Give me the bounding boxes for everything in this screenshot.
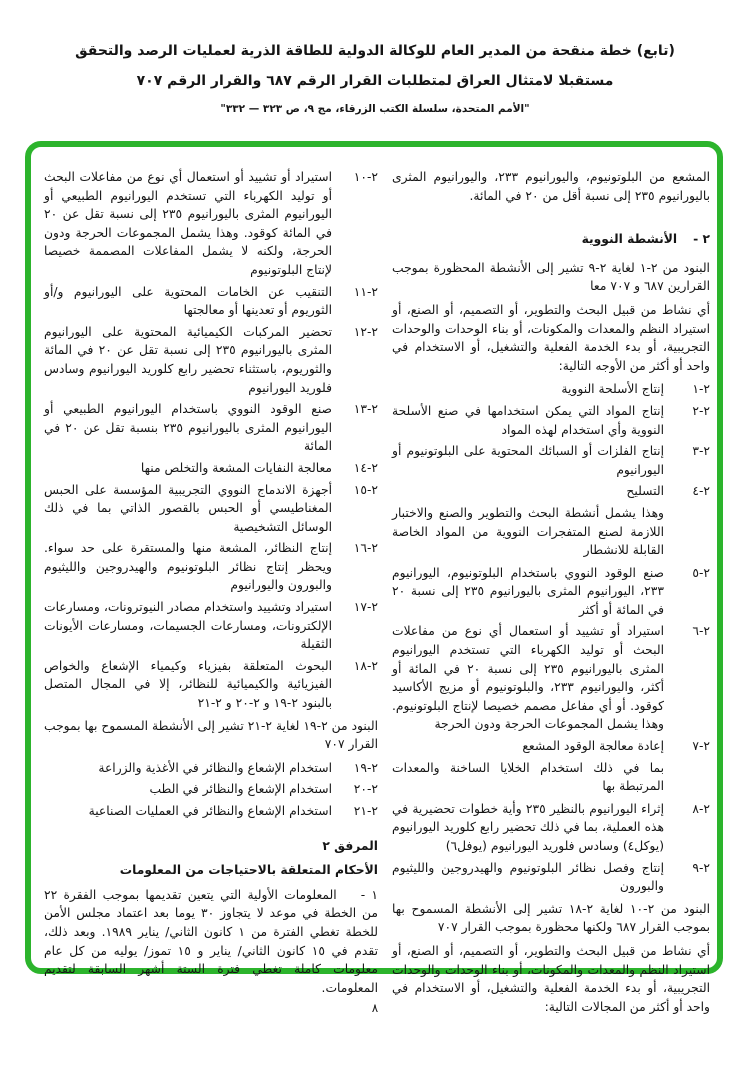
item-text: التسليح (626, 484, 664, 499)
item-text: تحضير المركبات الكيميائية المحتوية على اليورانيوم المثرى باليورانيوم ٢٣٥ إلى نسبة تقل عن ٢٠ في المائة والثوريوم، باستثناء تحضير رابع كلوريد اليورانيوم وسادس فلوريد اليورانيوم (44, 324, 332, 395)
item-number: ٢-١٢ (353, 324, 378, 339)
section-title: الأنشطة النووية (581, 232, 678, 247)
item-number: ٢-٣ (692, 444, 710, 459)
list-item (44, 283, 378, 320)
item-text: إنتاج المواد التي يمكن استخدامها في صنع الأسلحة النووية وأي استخدام لهذه المواد (392, 403, 664, 437)
item-text: استيراد أو تشييد أو استعمال أي نوع من مفاعلات البحث أو توليد الكهرباء التي تستخدم اليورانيوم المثرى باليورانيوم ٢٣٥ إلى نسبة ٢٠ في المائة أو أكثر، واليورانيوم ٢٣٣، والبلوتونيوم أو مزيج الأكاسيد كوقود. أو أي مفاعل مصمم خصيصا لإنتاج البلوتونيوم. وهذا يشمل المجموعات الحرجة ودون الحرجة (392, 624, 664, 732)
list-item (44, 802, 378, 821)
outro-paragraph-permitted: البنود من ٢-١٠ لغاية ٢-١٨ تشير إلى الأنشطة المسموح بها بموجب القرار ٦٨٧ ولكنها محظورة بموجب القرار ٧٠٧ (392, 901, 710, 935)
item-note: وهذا يشمل أنشطة البحث والتطوير والصنع والاختبار اللازمة لصنع المتفجرات النووية من المواد الخاصة القابلة للانشطار (392, 505, 664, 558)
item-text: استخدام الإشعاع والنظائر في العمليات الصناعية (88, 804, 332, 818)
item-number: ٢-١٠ (353, 170, 378, 184)
item-text: معالجة النفايات المشعة والتخلص منها (140, 460, 332, 475)
list-item (44, 323, 378, 397)
item-text: استيراد وتشييد واستخدام مصادر النيوترونات، ومسارعات الإلكترونات، ومسارعات الجسيمات، ومسارعات الأيونات الثقيلة (44, 600, 332, 652)
item-number: ٢-٤ (692, 484, 710, 499)
annex-subtitle: الأحكام المتعلقة بالاحتياجات من المعلومات (119, 863, 378, 878)
item-number: ٢-١٦ (353, 541, 378, 556)
item-text: إنتاج وفصل نظائر البلوتونيوم والهيدروجين والليثيوم والبورون (392, 860, 664, 894)
item-number: ٢-١٨ (353, 658, 378, 673)
item-text: استخدام الإشعاع والنظائر في الأغذية والزراعة (98, 760, 332, 775)
item-text: إعادة معالجة الوقود المشعع (522, 739, 664, 754)
annex-item (44, 886, 378, 998)
green-border-frame (25, 141, 723, 1014)
list-item (392, 564, 710, 620)
intro-paragraph-activity-types: أي نشاط من قبيل البحث والتطوير، أو التصميم، أو الصنع، أو استيراد النظم والمعدات والمكونات، أو بناء الوحدات والوحدات التجريبية، أو بدء الخدمة الفعلية والتشغيل، أو الاستخدام في واحد أو أكثر من الأوجه التالية: (392, 302, 710, 373)
item-text: إنتاج الفلزات أو السبائك المحتوية على البلوتونيوم أو اليورانيوم (392, 444, 664, 477)
annex-title: المرفق ٢ (322, 838, 378, 853)
list-item (44, 780, 378, 799)
intro-paragraph-permitted-707: البنود من ٢-١٩ لغاية ٢-٢١ تشير إلى الأنشطة المسموح بها بموجب القرار ٧٠٧ (44, 718, 378, 752)
list-item (392, 737, 710, 756)
list-item (44, 459, 378, 478)
column-right (392, 168, 710, 1021)
annex-item-text: المعلومات الأولية التي يتعين تقديمها بموجب الفقرة ٢٢ من الخطة في موعد لا يتجاوز ٣٠ يوما بعد اعتماد مجلس الأمن للخطة تغطي الفترة من ١ كانون الثاني/ يناير ١٩٨٩. وبعد ذلك، تقدم في ١٥ كانون الثاني/ يناير و ١٥ تموز/ يوليه من كل عام معلومات كاملة تغطي فترة الستة أشهر السابقة لتقديم المعلومات. (44, 887, 378, 995)
header-source-citation: "الأمم المتحدة، سلسلة الكتب الزرقاء، مج ٩، ص ٣٢٣ — ٣٣٢" (220, 103, 530, 115)
list-item (44, 481, 378, 537)
list-item (44, 759, 378, 778)
list-item (392, 402, 710, 439)
section-number: ٢ - (693, 232, 710, 247)
annex-item-number: ١ - (360, 887, 378, 902)
item-number: ٢-١٩ (353, 760, 378, 775)
item-text: إنتاج الأسلحة النووية (561, 382, 664, 397)
item-number: ٢-١ (692, 382, 710, 397)
list-item (44, 400, 378, 456)
list-item (44, 168, 378, 280)
item-number: ٢-٩ (692, 860, 710, 875)
list-item (392, 380, 710, 399)
list-item (392, 622, 710, 734)
list-item (392, 800, 710, 856)
item-text: التنقيب عن الخامات المحتوية على اليورانيوم و/أو الثوريوم أو تعدينها أو معالجتها (44, 284, 332, 318)
section-heading-nuclear-activities (392, 230, 710, 249)
item-number: ٢-١٧ (353, 600, 378, 615)
item-text: استخدام الإشعاع والنظائر في الطب (149, 782, 332, 797)
item-text: استيراد أو تشييد أو استعمال أي نوع من مفاعلات البحث أو توليد الكهرباء التي تستخدم اليورانيوم الطبيعي أو اليورانيوم المثرى باليورانيوم ٢٣٥ إلى نسبة تقل عن ٢٠ في المائة كوقود. وهذا يشمل المجموعات الحرجة ودون الحرجة، ولكنه لا يشمل المفاعلات المصممة خصيصا لإنتاج البلوتونيوم (44, 170, 332, 277)
intro-paragraph-prohibited: البنود من ٢-١ لغاية ٢-٩ تشير إلى الأنشطة المحظورة بموجب القرارين ٦٨٧ و ٧٠٧ معا (392, 260, 710, 294)
list-item (44, 657, 378, 713)
list-item (44, 598, 378, 654)
page-number: ٨ (371, 1001, 379, 1015)
list-item (392, 482, 710, 501)
item-number: ٢-٢ (692, 403, 710, 418)
item-number: ٢-٢٠ (353, 782, 378, 797)
header-title-line2: مستقبلا لامتثال العراق لمتطلبات القرار الرقم ٦٨٧ والقرار الرقم ٧٠٧ (136, 73, 614, 89)
item-text: إنتاج النظائر، المشعة منها والمستقرة على حد سواء. ويحظر إنتاج نظائر البلوتونيوم والهيدروجين والليثيوم والبورون واليورانيوم (44, 541, 332, 593)
item-number: ٢-٥ (692, 565, 710, 580)
header-title-line1: (تابع) خطة منقحة من المدير العام للوكالة الدولية للطاقة الذرية لعمليات الرصد والتحقق (75, 43, 675, 59)
list-item (392, 859, 710, 896)
item-number: ٢-٨ (692, 801, 710, 816)
item-text: صنع الوقود النووي باستخدام اليورانيوم الطبيعي أو اليورانيوم المثرى باليورانيوم ٢٣٥ بنسبة تقل عن ٢٠ في المائة (44, 402, 333, 454)
list-item (44, 539, 378, 595)
list-item (392, 442, 710, 479)
item-text: إثراء اليورانيوم بالنظير ٢٣٥ وأية خطوات تحضيرية في هذه العملية، بما في ذلك تحضير رابع كلوريد اليورانيوم (يوكل٤) وسادس فلوريد اليورانيوم (يوفل٦) (392, 801, 664, 853)
item-number: ٢-١١ (353, 284, 378, 299)
item-number: ٢-٧ (692, 739, 710, 754)
item-number: ٢-١٥ (353, 482, 378, 497)
document-header (0, 36, 750, 120)
item-number: ٢-١٤ (353, 460, 378, 475)
item-text: البحوث المتعلقة بفيزياء وكيمياء الإشعاع والخواص الفيزيائية والكيميائية للنظائر، إلا في المجال المتصل بالبنود ٢-١٩ و ٢-٢٠ و ٢-٢١ (44, 658, 332, 711)
outro-paragraph-activity-types: أي نشاط من قبيل البحث والتطوير، أو التصميم، أو الصنع، أو استيراد النظم والمعدات والمكونات، أو بناء الوحدات والوحدات التجريبية، أو بدء الخدمة الفعلية والتشغيل، أو الاستخدام في واحد أو أكثر من المجالات التالية: (392, 943, 710, 1014)
item-text: صنع الوقود النووي باستخدام البلوتونيوم، اليورانيوم ٢٣٣، اليورانيوم المثرى باليورانيوم ٢٣٥ إلى نسبة ٢٠ في المائة أو أكثر (392, 565, 664, 617)
item-number: ٢-١٣ (353, 402, 378, 417)
item-number: ٢-٢١ (353, 804, 378, 818)
item-text: أجهزة الاندماج النووي التجريبية المؤسسة على الحبس المغناطيسي أو الحبس بالقصور الذاتي بما في ذلك الوسائل التشخيصية (44, 482, 332, 534)
column-left (44, 168, 378, 1002)
item-number: ٢-٦ (692, 624, 710, 639)
continuation-paragraph: المشعع من البلوتونيوم، واليورانيوم ٢٣٣، واليورانيوم المثرى باليورانيوم ٢٣٥ إلى نسبة أقل من ٢٠ في المائة. (392, 170, 710, 203)
item-note: بما في ذلك استخدام الخلايا الساخنة والمعدات المرتبطة بها (392, 760, 664, 794)
